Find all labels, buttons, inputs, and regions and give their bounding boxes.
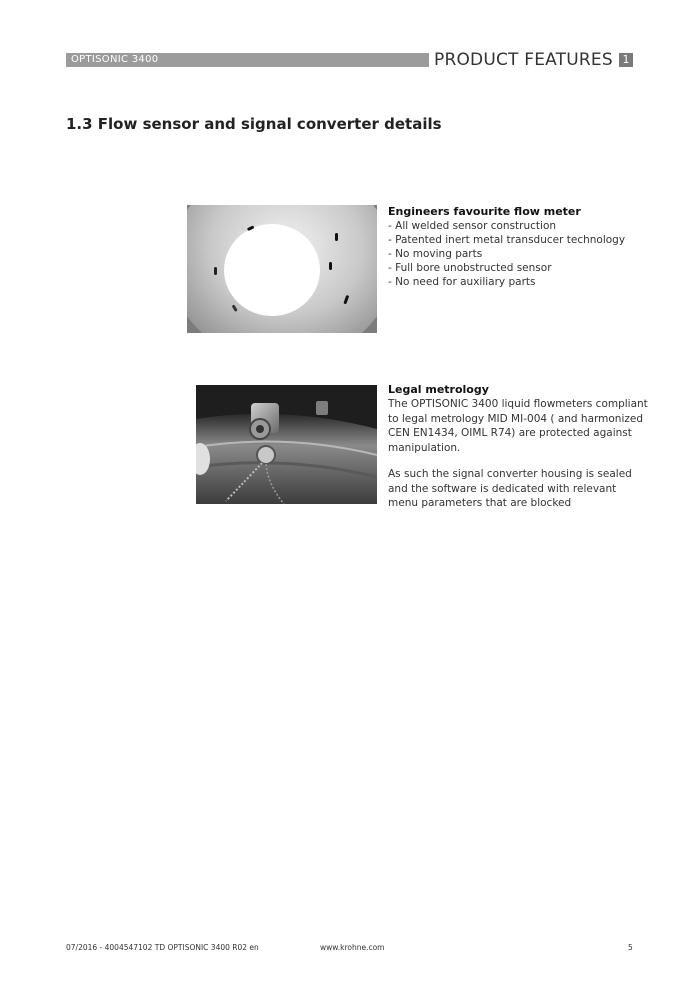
header-section-title: PRODUCT FEATURES (434, 50, 613, 70)
list-item: - No need for auxiliary parts (388, 275, 625, 289)
list-item: - No moving parts (388, 247, 625, 261)
footer-document-id: 07/2016 - 4004547102 TD OPTISONIC 3400 R02 en (66, 943, 259, 952)
list-item: - Patented inert metal transducer technology (388, 233, 625, 247)
block-title-legal-metrology: Legal metrology (388, 383, 489, 396)
block-title-flow-meter: Engineers favourite flow meter (388, 205, 581, 218)
legal-metrology-paragraph: The OPTISONIC 3400 liquid flowmeters compliant to legal metrology MID MI-004 ( and harmonized CEN EN1434, OIML R74) are protected against manipulation. (388, 398, 648, 454)
list-item: - Full bore unobstructed sensor (388, 261, 625, 275)
feature-list (388, 219, 625, 289)
section-heading: 1.3 Flow sensor and signal converter details (66, 115, 442, 133)
flow-sensor-photo (187, 205, 377, 333)
sealed-housing-paragraph: As such the signal converter housing is sealed and the software is dedicated with relevant menu parameters that are blocked (388, 468, 632, 509)
list-item: - All welded sensor construction (388, 219, 625, 233)
footer-page-number: 5 (628, 943, 633, 952)
chapter-number-badge: 1 (619, 53, 633, 67)
footer-website-link[interactable]: www.krohne.com (320, 943, 385, 952)
sealed-housing-photo (196, 385, 377, 504)
header-product-name: OPTISONIC 3400 (71, 54, 159, 65)
